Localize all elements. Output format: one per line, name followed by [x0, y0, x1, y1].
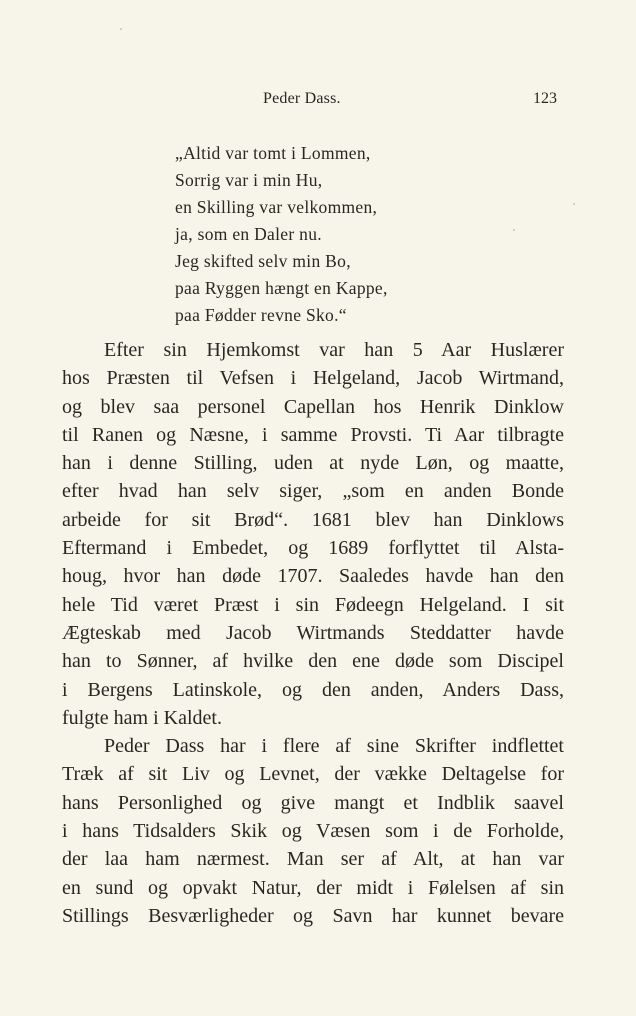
verse-line: Jeg skifted selv min Bo,: [175, 251, 351, 271]
text-line: der laa ham nærmest. Man ser af Alt, at han var: [62, 848, 564, 871]
paper-speck: [120, 28, 122, 30]
verse-line: en Skilling var velkommen,: [175, 197, 378, 217]
text-line: Efter sin Hjemkomst var han 5 Aar Huslærer: [104, 339, 564, 361]
verse-line: Sorrig var i min Hu,: [175, 170, 323, 190]
text-line: en sund og opvakt Natur, der midt i Følelsen af sin: [62, 876, 564, 899]
text-line: og blev saa personel Capellan hos Henrik Dinklow: [62, 395, 564, 418]
verse-quote: [175, 140, 495, 329]
text-line: han to Sønner, af hvilke den ene døde som Discipel: [62, 650, 564, 673]
text-line: Ægteskab med Jacob Wirtmands Steddatter havde: [62, 621, 564, 644]
text-line: fulgte ham i Kaldet.: [62, 706, 222, 729]
text-line: efter hvad han selv siger, „som en anden Bonde: [62, 480, 564, 503]
paper-speck: [573, 203, 575, 205]
text-line: i hans Tidsalders Skik og Væsen som i de Forholde,: [62, 820, 564, 843]
running-title: Peder Dass.: [263, 90, 341, 107]
text-line: Peder Dass har i flere af sine Skrifter indflettet: [104, 735, 564, 758]
paragraph: [62, 336, 564, 732]
verse-line: paa Ryggen hængt en Kappe,: [175, 278, 388, 298]
page-header: [0, 90, 636, 114]
text-line: Træk af sit Liv og Levnet, der vække Deltagelse for: [62, 763, 564, 786]
verse-line: „Altid var tomt i Lommen,: [175, 143, 371, 163]
text-line: arbeide for sit Brød“. 1681 blev han Dinklows: [62, 508, 564, 531]
paper-speck: [513, 229, 515, 231]
text-line: hans Personlighed og give mangt et Indblik saavel: [62, 791, 564, 814]
text-line: hos Præsten til Vefsen i Helgeland, Jacob Wirtmand,: [62, 367, 564, 390]
text-line: Eftermand i Embedet, og 1689 forflyttet til Alsta-: [62, 537, 564, 560]
text-line: til Ranen og Næsne, i samme Provsti. Ti Aar tilbragte: [62, 423, 564, 446]
verse-line: ja, som en Daler nu.: [175, 224, 322, 244]
text-line: hele Tid været Præst i sin Fødeegn Helgeland. I sit: [62, 593, 564, 616]
text-line: han i denne Stilling, uden at nyde Løn, og maatte,: [62, 452, 564, 475]
paragraph: [62, 732, 564, 930]
verse-line: paa Fødder revne Sko.“: [175, 305, 347, 325]
body-text: [62, 336, 564, 930]
text-line: houg, hvor han døde 1707. Saaledes havde han den: [62, 565, 564, 588]
text-line: i Bergens Latinskole, og den anden, Anders Dass,: [62, 678, 564, 701]
text-line: Stillings Besværligheder og Savn har kunnet bevare: [62, 904, 564, 927]
page-number: 123: [533, 90, 557, 107]
